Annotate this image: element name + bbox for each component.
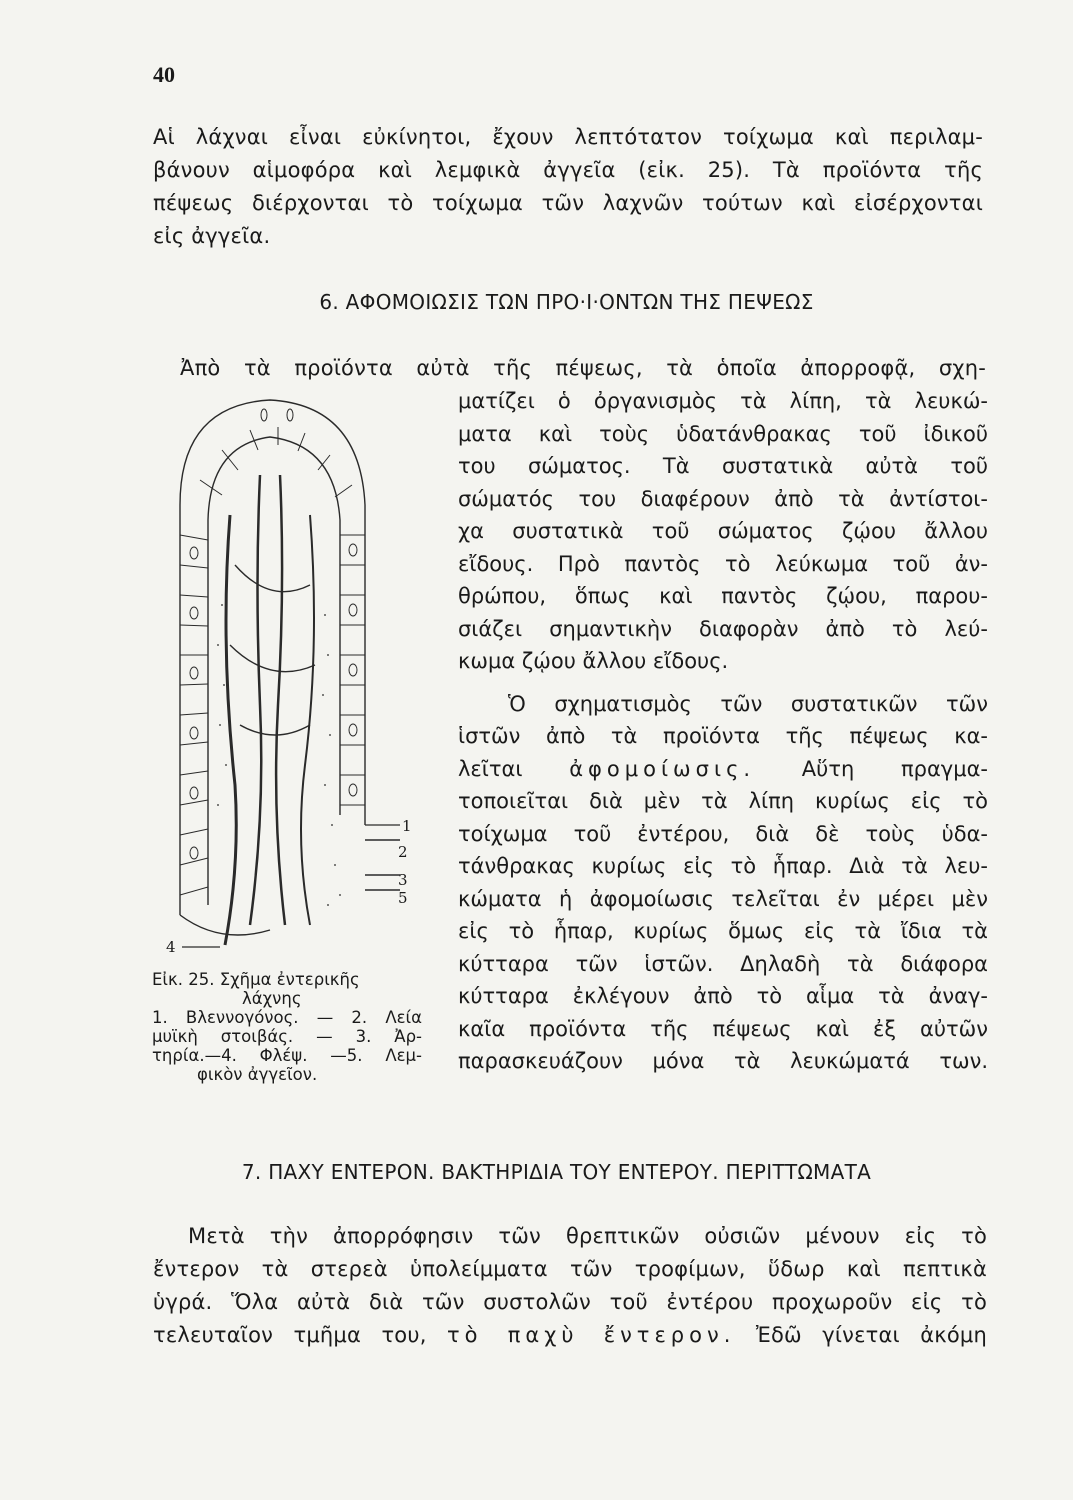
page-number: 40 [153,62,175,87]
vein-vessel [225,515,236,945]
section-6-first-line [180,352,986,385]
text-line: καῖα προϊόντα τῆς πέψεως καὶ ἐξ αὐτῶν [458,1016,988,1041]
figure-label: 3 [398,871,408,889]
section-6-heading: 6. ΑΦΟΜΟΙΩΣΙΣ ΤΩΝ ΠΡΟ·Ι·ΟΝΤΩΝ ΤΗΣ ΠΕΨΕΩΣ [319,290,814,314]
villus-figure [160,385,430,965]
text-line: ματίζει ὁ ὀργανισμὸς τὰ λίπη, τὰ λευκώ- [458,389,988,413]
figure-label: 4 [166,938,176,956]
text-line: τοποιεῖται διὰ μὲν τὰ λίπη κυρίως εἰς τὸ [458,789,988,813]
artery-vessel [301,515,314,925]
text-line: εἰς ἀγγεῖα. [153,224,271,248]
text-line: κύτταρα ἐκλέγουν ἀπὸ τὸ αἷμα τὰ ἀναγ- [458,984,988,1008]
key-term: ἀφομοίωσις. [569,756,756,781]
caption-line: 1. Βλεννογόνος. — 2. Λεία [152,1008,422,1027]
text-line [458,753,988,786]
text-line: Μετὰ τὴν ἀπορρόφησιν τῶν θρεπτικῶν οὐσιῶν μένουν εἰς τὸ [188,1224,987,1248]
text-line: σιάζει σημαντικὴν διαφορὰν ἀπὸ τὸ λεύ- [458,616,988,641]
text-line: του σώματος. Τὰ συστατικὰ αὐτὰ τοῦ [458,454,988,478]
text-line: ἱστῶν ἀπὸ τὰ προϊόντα τῆς πέψεως κα- [458,724,988,748]
key-term: τὸ παχὺ ἔντερον. [447,1323,736,1347]
figure-caption [152,970,422,1084]
text-line: ματα καὶ τοὺς ὑδατάνθρακας τοῦ ἰδικοῦ [458,421,988,446]
section-7-heading: 7. ΠΑΧΥ ΕΝΤΕΡΟΝ. ΒΑΚΤΗΡΙΔΙΑ ΤΟΥ ΕΝΤΕΡΟΥ. ΠΕΡΙΤΤΩΜΑΤΑ [241,1160,872,1184]
caption-line: μυϊκὴ στοιβάς. — 3. Ἀρ- [152,1027,422,1046]
figure-label: 1 [402,817,412,835]
text-line: παρασκευάζουν μόνα τὰ λευκώματά των. [458,1049,988,1073]
text-line: ὑγρά. Ὅλα αὐτὰ διὰ τῶν συστολῶν τοῦ ἐντέρου προχωροῦν εἰς τὸ [153,1290,987,1314]
text-fragment: Ἐδῶ γίνεται ἀκόμη [755,1323,987,1347]
figure-label: 5 [398,889,408,907]
text-fragment: Αὕτη πραγμα- [801,756,988,781]
text-line: εἴδους. Πρὸ παντὸς τὸ λεύκωμα τοῦ ἀν- [458,551,988,576]
text-line: χα συστατικὰ τοῦ σώματος ζῴου ἄλλου [458,519,988,543]
lymph-vessel [250,475,261,925]
text-line: βάνουν αἱμοφόρα καὶ λεμφικὰ ἀγγεῖα (εἰκ. 25). Τὰ προϊόντα τῆς [153,158,983,182]
text-line: τοίχωμα τοῦ ἐντέρου, διὰ δὲ τοὺς ὑδα- [458,821,988,846]
text-fragment: τελευταῖον τμῆμα του, [153,1323,427,1347]
text-line [153,1319,987,1352]
text-line: εἰς τὸ ἧπαρ, κυρίως ὅμως εἰς τὰ ἴδια τὰ [458,919,988,943]
text-line: Ὁ σχηματισμὸς τῶν συστατικῶν τῶν [508,691,988,716]
section-7-paragraph [153,1220,987,1352]
text-line: Αἱ λάχναι εἶναι εὐκίνητοι, ἔχουν λεπτότατον τοίχωμα καὶ περιλαμ- [153,125,983,149]
villus-illustration [160,385,430,965]
text-line: ἔντερον τὰ στερεὰ ὑπολείμματα τῶν τροφίμων, ὕδωρ καὶ πεπτικὰ [153,1257,987,1281]
caption-title: Εἰκ. 25. Σχῆμα ἐντερικῆς [152,970,360,989]
text-line: Ἀπὸ τὰ προϊόντα αὐτὰ τῆς πέψεως, τὰ ὁποῖα ἀπορροφᾷ, σχη- [180,356,986,380]
intro-paragraph [153,121,983,253]
text-line: κύτταρα τῶν ἱστῶν. Δηλαδὴ τὰ διάφορα [458,951,988,976]
text-line: κώματα ἡ ἀφομοίωσις τελεῖται ἐν μέρει μὲν [458,886,988,911]
caption-title: λάχνης [242,989,302,1008]
caption-line: φικὸν ἀγγεῖον. [197,1065,318,1084]
figure-label: 2 [398,843,408,861]
text-fragment: λεῖται [458,756,523,781]
text-line: σώματός του διαφέρουν ἀπὸ τὰ ἀντίστοι- [458,486,988,511]
section-6-column [458,385,988,1078]
text-line: κωμα ζῴου ἄλλου εἴδους. [458,649,729,673]
text-line: πέψεως διέρχονται τὸ τοίχωμα τῶν λαχνῶν τούτων καὶ εἰσέρχονται [153,191,983,215]
text-line: θρώπου, ὅπως καὶ παντὸς ζῴου, παρου- [458,584,988,608]
caption-line: τηρία.—4. Φλέψ. —5. Λεμ- [152,1046,422,1065]
text-line: τάνθρακας κυρίως εἰς τὸ ἧπαρ. Διὰ τὰ λευ- [458,854,988,878]
